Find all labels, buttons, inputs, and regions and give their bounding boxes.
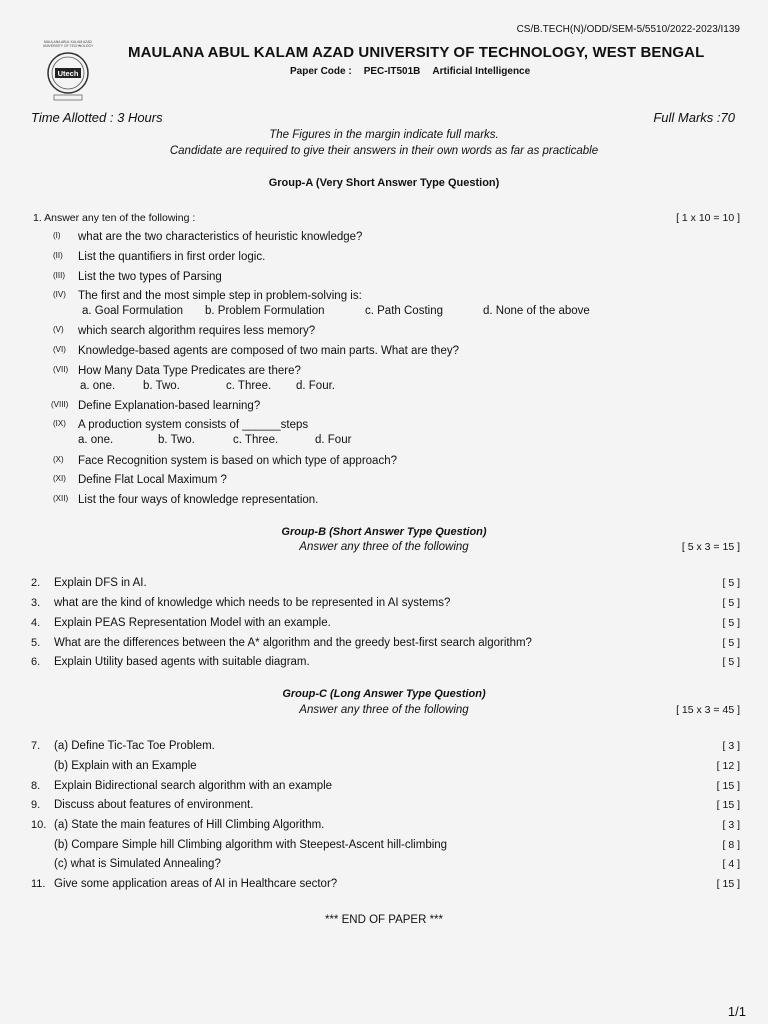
question-marks: [ 5 ] — [722, 637, 740, 649]
item-text: Define Explanation-based learning? — [78, 400, 261, 412]
question-text: Give some application areas of AI in Healthcare sector? — [54, 878, 338, 890]
question-text: (b) Explain with an Example — [54, 760, 197, 772]
item-numeral: (VIII) — [51, 400, 69, 409]
item-text: Define Flat Local Maximum ? — [78, 474, 227, 486]
item-text: List the four ways of knowledge representation. — [78, 494, 319, 506]
option: c. Path Costing — [365, 305, 443, 317]
item-numeral: (I) — [53, 231, 61, 240]
item-numeral: (VI) — [53, 345, 66, 354]
question-marks: [ 5 ] — [722, 597, 740, 609]
option: d. None of the above — [483, 305, 590, 317]
group-b-instruction: Answer any three of the following — [299, 541, 469, 553]
question-marks: [ 5 ] — [722, 656, 740, 668]
item-text: what are the two characteristics of heuristic knowledge? — [78, 231, 363, 243]
question-text: (b) Compare Simple hill Climbing algorithm with Steepest-Ascent hill-climbing — [54, 839, 448, 851]
question-text: Explain DFS in AI. — [54, 577, 147, 589]
question-text: Discuss about features of environment. — [54, 799, 254, 811]
option: b. Problem Formulation — [205, 305, 325, 317]
svg-text:Utech: Utech — [57, 69, 79, 78]
question-1-text: Answer any ten of the following : — [44, 212, 196, 224]
question-marks: [ 15 ] — [716, 878, 740, 890]
question-number: 2. — [31, 577, 41, 589]
margin-note: The Figures in the margin indicate full marks. — [269, 129, 499, 141]
question-number: 9. — [31, 799, 41, 811]
question-text: Explain Utility based agents with suitable diagram. — [54, 656, 310, 668]
group-b-marks: [ 5 x 3 = 15 ] — [681, 541, 740, 553]
option: a. Goal Formulation — [82, 305, 183, 317]
option: a. one. — [80, 380, 116, 392]
question-marks: [ 4 ] — [722, 858, 740, 870]
item-numeral: (XI) — [53, 474, 66, 483]
page-number: 1/1 — [727, 1004, 746, 1019]
question-marks: [ 3 ] — [722, 740, 740, 752]
item-text: List the quantifiers in first order logic. — [78, 251, 266, 263]
question-number: 10. — [31, 819, 47, 831]
question-text: What are the differences between the A* algorithm and the greedy best-first search algorithm? — [54, 637, 532, 649]
item-text: A production system consists of ______steps — [78, 419, 309, 431]
option: c. Three. — [233, 434, 279, 446]
option: d. Four — [315, 434, 352, 446]
option: b. Two. — [158, 434, 195, 446]
item-numeral: (V) — [53, 325, 64, 334]
item-text: which search algorithm requires less memory? — [78, 325, 316, 337]
item-text: The first and the most simple step in problem-solving is: — [78, 290, 362, 302]
group-c-instruction: Answer any three of the following — [299, 704, 469, 716]
paper-code-label: Paper Code : — [290, 66, 352, 77]
question-text: (c) what is Simulated Annealing? — [54, 858, 221, 870]
question-text: (a) State the main features of Hill Climbing Algorithm. — [54, 819, 325, 831]
item-numeral: (IX) — [53, 419, 66, 428]
question-marks: [ 15 ] — [716, 780, 740, 792]
question-text: what are the kind of knowledge which needs to be represented in AI systems? — [54, 597, 451, 609]
question-marks: [ 15 ] — [716, 799, 740, 811]
item-text: List the two types of Parsing — [78, 271, 222, 283]
item-numeral: (XII) — [53, 494, 69, 503]
subject-name: Artificial Intelligence — [432, 66, 531, 77]
university-name: MAULANA ABUL KALAM AZAD UNIVERSITY OF TECHNOLOGY, WEST BENGAL — [128, 44, 705, 61]
group-b-title: Group-B (Short Answer Type Question) — [281, 526, 487, 538]
question-1-number: 1. — [33, 212, 42, 224]
question-text: Explain PEAS Representation Model with an example. — [54, 617, 331, 629]
question-marks: [ 5 ] — [722, 617, 740, 629]
question-number: 5. — [31, 637, 41, 649]
question-number: 8. — [31, 780, 41, 792]
item-numeral: (VII) — [53, 365, 69, 374]
group-c-title: Group-C (Long Answer Type Question) — [282, 688, 486, 700]
option: d. Four. — [296, 380, 335, 392]
svg-text:UNIVERSITY OF TECHNOLOGY: UNIVERSITY OF TECHNOLOGY — [42, 44, 94, 48]
instructions-note: Candidate are required to give their answers in their own words as far as practicable — [169, 145, 599, 157]
item-text: Knowledge-based agents are composed of two main parts. What are they? — [78, 345, 459, 357]
question-text: (a) Define Tic-Tac Toe Problem. — [54, 740, 215, 752]
option: b. Two. — [143, 380, 180, 392]
item-numeral: (IV) — [53, 290, 66, 299]
question-number: 4. — [31, 617, 41, 629]
end-of-paper: *** END OF PAPER *** — [324, 914, 443, 926]
group-a-title: Group-A (Very Short Answer Type Question) — [268, 177, 500, 189]
question-number: 11. — [31, 878, 46, 890]
time-allotted: Time Allotted : 3 Hours — [31, 110, 163, 125]
question-marks: [ 8 ] — [722, 839, 740, 851]
university-seal-logo — [30, 37, 106, 113]
paper-code-line — [290, 66, 542, 77]
question-marks: [ 3 ] — [722, 819, 740, 831]
paper-code: PEC-IT501B — [363, 66, 421, 77]
option: c. Three. — [226, 380, 272, 392]
question-marks: [ 12 ] — [716, 760, 740, 772]
paper-reference-code: CS/B.TECH(N)/ODD/SEM-5/5510/2022-2023/I139 — [516, 24, 740, 35]
question-1-instruction — [33, 212, 195, 224]
question-number: 7. — [31, 740, 41, 752]
item-numeral: (III) — [53, 271, 65, 280]
group-c-marks: [ 15 x 3 = 45 ] — [676, 704, 740, 716]
group-a-marks: [ 1 x 10 = 10 ] — [676, 212, 740, 224]
item-numeral: (X) — [53, 455, 64, 464]
item-text: Face Recognition system is based on which type of approach? — [78, 455, 397, 467]
question-text: Explain Bidirectional search algorithm with an example — [54, 780, 333, 792]
svg-text:MAULANA ABUL KALAM AZAD: MAULANA ABUL KALAM AZAD — [44, 40, 92, 44]
item-text: How Many Data Type Predicates are there? — [78, 365, 301, 377]
question-number: 6. — [31, 656, 41, 668]
option: a. one. — [78, 434, 114, 446]
question-number: 3. — [31, 597, 41, 609]
full-marks: Full Marks :70 — [653, 110, 735, 125]
item-numeral: (II) — [53, 251, 63, 260]
question-marks: [ 5 ] — [722, 577, 740, 589]
